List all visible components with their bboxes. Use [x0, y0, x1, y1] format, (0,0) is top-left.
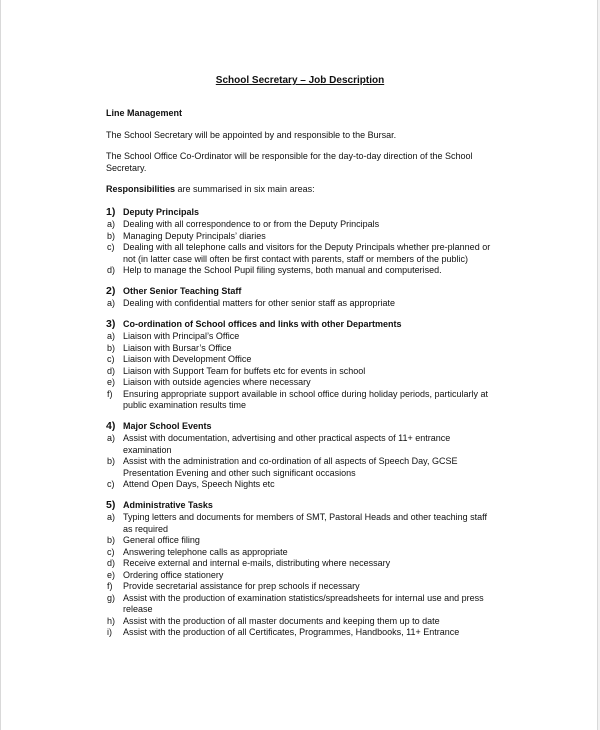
list-item: [106, 366, 496, 378]
section-items: [106, 331, 496, 412]
section-title: Other Senior Teaching Staff: [123, 285, 242, 296]
section-items: [106, 219, 496, 277]
item-text: Dealing with confidential matters for other senior staff as appropriate: [123, 298, 395, 308]
item-text: Liaison with Development Office: [123, 354, 252, 364]
item-text: Provide secretarial assistance for prep schools if necessary: [123, 581, 360, 591]
item-text: Liaison with Support Team for buffets etc for events in school: [123, 365, 366, 376]
item-letter: c): [107, 479, 115, 489]
item-letter: a): [107, 298, 116, 308]
section-title: Co-ordination of School offices and links with other Departments: [123, 318, 402, 329]
item-letter: a): [107, 433, 116, 443]
item-letter: d): [107, 265, 116, 275]
item-text: Answering telephone calls as appropriate: [123, 546, 288, 557]
list-item: [106, 627, 496, 639]
section-title: Administrative Tasks: [123, 499, 213, 510]
item-letter: b): [107, 456, 116, 466]
item-letter: h): [107, 615, 116, 626]
item-letter: c): [107, 546, 115, 557]
item-text: Assist with the production of examination statistics/spreadsheets for internal use and press release: [123, 592, 484, 614]
section-heading: [106, 319, 496, 331]
item-text: Assist with the production of all master documents and keeping them up to date: [123, 615, 440, 626]
list-item: [106, 456, 496, 479]
list-item: [106, 219, 496, 231]
section: [106, 421, 496, 491]
section-items: [106, 512, 496, 639]
item-letter: i): [107, 627, 112, 637]
item-letter: a): [107, 512, 116, 522]
list-item: [106, 512, 496, 535]
item-text: Assist with the production of all Certificates, Programmes, Handbooks, 11+ Entrance: [123, 627, 460, 637]
item-letter: d): [107, 558, 116, 568]
list-item: [106, 242, 496, 265]
item-letter: b): [107, 535, 116, 545]
item-text: Assist with the administration and co-ordination of all aspects of Speech Day, GCSE Presentation Evening and other such significant occasions: [123, 456, 458, 478]
item-text: Receive external and internal e-mails, distributing where necessary: [123, 558, 391, 568]
list-item: [106, 479, 496, 491]
item-letter: g): [107, 592, 116, 603]
item-letter: a): [107, 219, 116, 229]
section-title: Deputy Principals: [123, 206, 200, 217]
item-letter: f): [107, 388, 113, 399]
list-item: [106, 581, 496, 593]
list-item: [106, 433, 496, 456]
item-text: Liaison with Bursar’s Office: [123, 342, 232, 353]
section: [106, 207, 496, 277]
item-letter: c): [107, 242, 115, 252]
list-item: [106, 535, 496, 547]
item-text: Help to manage the School Pupil filing systems, both manual and computerised.: [123, 265, 442, 275]
item-letter: b): [107, 342, 116, 353]
section-title: Major School Events: [123, 420, 212, 431]
list-item: [106, 354, 496, 366]
item-text: Typing letters and documents for members of SMT, Pastoral Heads and other teaching staff as required: [123, 512, 488, 534]
list-item: [106, 547, 496, 559]
item-letter: f): [107, 581, 113, 591]
section-heading: [106, 207, 496, 219]
item-text: Managing Deputy Principals’ diaries: [123, 230, 266, 241]
item-text: Attend Open Days, Speech Nights etc: [123, 479, 275, 489]
item-letter: d): [107, 365, 116, 376]
section-heading: [106, 286, 496, 298]
list-item: [106, 558, 496, 570]
list-item: [106, 331, 496, 343]
item-letter: b): [107, 230, 116, 241]
section: [106, 319, 496, 412]
item-text: Ordering office stationery: [123, 569, 224, 580]
item-text: General office filing: [123, 535, 200, 545]
section-heading: [106, 500, 496, 512]
section-items: [106, 298, 496, 310]
line-management-para-2: The School Office Co-Ordinator will be responsible for the day-to-day direction of the School Secretary.: [106, 151, 473, 173]
item-letter: a): [107, 331, 116, 341]
responsibilities-label: Responsibilities: [106, 184, 176, 194]
section-number: 5): [106, 498, 116, 511]
section-number: 1): [106, 205, 116, 218]
section-number: 3): [106, 317, 116, 330]
item-text: Dealing with all correspondence to or from the Deputy Principals: [123, 219, 380, 229]
section: [106, 500, 496, 639]
item-text: Liaison with Principal’s Office: [123, 331, 240, 341]
item-letter: e): [107, 569, 116, 580]
list-item: [106, 389, 496, 412]
list-item: [106, 343, 496, 355]
item-text: Liaison with outside agencies where necessary: [123, 377, 311, 387]
list-item: [106, 265, 496, 277]
section-number: 4): [106, 419, 116, 432]
section-number: 2): [106, 284, 116, 297]
document-title: School Secretary – Job Description: [215, 75, 385, 86]
sections-list: [106, 207, 496, 639]
list-item: [106, 593, 496, 616]
section-items: [106, 433, 496, 491]
item-text: Dealing with all telephone calls and visitors for the Deputy Principals whether pre-planned or not (in latter case will often be first contact with parents, staff or members of the public): [123, 242, 491, 264]
list-item: [106, 570, 496, 582]
line-management-para-1: The School Secretary will be appointed by and responsible to the Bursar.: [106, 129, 397, 140]
item-text: Assist with documentation, advertising and other practical aspects of 11+ entrance examination: [123, 433, 451, 455]
item-letter: e): [107, 377, 116, 387]
list-item: [106, 616, 496, 628]
item-text: Ensuring appropriate support available in school office during holiday periods, particularly at public examination results time: [123, 388, 489, 410]
section-heading: [106, 421, 496, 433]
document-body: [106, 108, 496, 648]
responsibilities-text: are summarised in six main areas:: [175, 184, 315, 194]
list-item: [106, 298, 496, 310]
item-letter: c): [107, 354, 115, 364]
responsibilities-intro: [106, 184, 496, 196]
section: [106, 286, 496, 310]
list-item: [106, 377, 496, 389]
list-item: [106, 231, 496, 243]
line-management-heading: Line Management: [106, 108, 183, 118]
